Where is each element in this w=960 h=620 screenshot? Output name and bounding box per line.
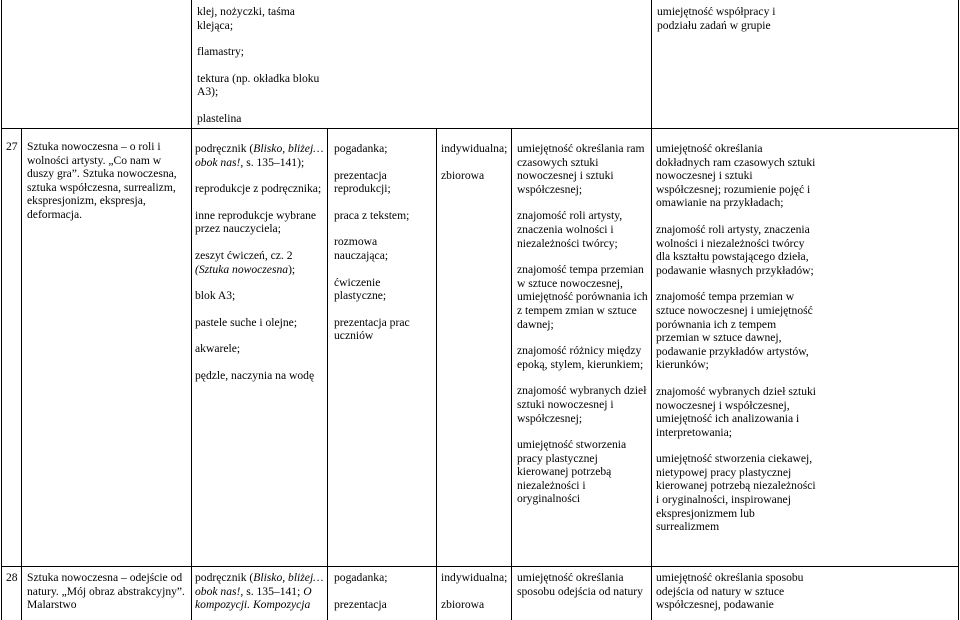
requirement-item: znajomość różnicy między epoką, stylem, kierunkiem; xyxy=(517,344,644,371)
teaching-methods xyxy=(334,571,434,611)
prev-row-materials xyxy=(197,5,325,126)
teaching-methods xyxy=(334,142,434,343)
row-number: 27 xyxy=(6,140,18,153)
requirement-item: znajomość tempa przemian w sztuce nowoczesnej, umiejętność porównania ich z tempem zmian w sztuce dawnej; xyxy=(517,263,648,331)
material-item: pastele suche i olejne; xyxy=(195,315,298,329)
material-item: plastelina xyxy=(197,111,242,125)
table-border xyxy=(327,128,328,620)
lesson-topic: Sztuka nowoczesna – odejście od natury. „Mój obraz abstrakcyjny”. Malarstwo xyxy=(27,571,185,612)
method-item: ćwiczenie plastyczne; xyxy=(334,275,387,303)
material-item: inne reprodukcje wybrane przez nauczyciela; xyxy=(195,208,317,236)
row-number: 28 xyxy=(6,571,18,584)
table-border-right xyxy=(958,0,959,620)
material-item: flamastry; xyxy=(197,45,245,59)
table-border xyxy=(21,128,22,620)
form-item: indywidualna; xyxy=(441,142,508,155)
table-border xyxy=(651,0,652,620)
extended-requirements xyxy=(656,142,816,534)
handbook-reference: podręcznik (Blisko, bliżej… obok nas!, s. 135–141; O kompozycji. Kompozycja xyxy=(195,571,324,612)
lesson-topic: Sztuka nowoczesna – o roli i wolności artysty. „Co nam w duszy gra”. Sztuka nowoczesna, sztuka współczesna, surrealizm, ekspresjonizm, ekspresja, deformacja. xyxy=(27,140,177,221)
form-item: zbiorowa xyxy=(441,168,485,182)
material-item: akwarele; xyxy=(195,342,241,356)
method-item: pogadanka; xyxy=(334,571,388,584)
work-forms xyxy=(441,571,511,611)
form-item: zbiorowa xyxy=(441,597,485,611)
method-item: prezentacja xyxy=(334,597,387,611)
method-item: prezentacja prac uczniów xyxy=(334,315,410,343)
work-forms xyxy=(441,142,511,182)
basic-requirements xyxy=(517,571,650,598)
requirement-item: znajomość wybranych dzieł sztuki nowoczesnej i współczesnej, umiejętność ich analizowania i interpretowania; xyxy=(656,384,817,439)
material-item: blok A3; xyxy=(195,289,236,303)
teaching-materials xyxy=(195,571,325,612)
requirement-item: umiejętność określania sposobu odejścia od natury w sztuce współczesnej, podawanie xyxy=(656,571,804,612)
method-item: pogadanka; xyxy=(334,142,388,155)
requirement-item: znajomość wybranych dzieł sztuki nowoczesnej i współczesnej; xyxy=(517,384,647,425)
requirement-item: umiejętność określania ram czasowych sztuki nowoczesnej i sztuki współczesnej; xyxy=(517,142,645,196)
handbook-reference: podręcznik (Blisko, bliżej…obok nas!, s. 135–141); xyxy=(195,142,324,169)
requirement-item: znajomość roli artysty, znaczenia wolności i niezależności twórcy dla kształtu powstającego dzieła, podawanie własnych przykładów; xyxy=(656,222,814,277)
method-item: prezentacja reprodukcji; xyxy=(334,168,391,196)
table-border xyxy=(436,128,437,620)
method-item: rozmowa nauczająca; xyxy=(334,235,389,262)
basic-requirements xyxy=(517,142,650,506)
table-border xyxy=(191,0,192,620)
table-border xyxy=(1,566,959,567)
material-item: reprodukcje z podręcznika; xyxy=(195,182,322,196)
material-item: klej, nożyczki, taśma klejąca; xyxy=(197,5,295,32)
requirement-item: umiejętność stworzenia pracy plastycznej kierowanej potrzebą niezależności i oryginalności xyxy=(517,438,627,506)
requirement-item: znajomość roli artysty, znaczenia wolności i niezależności twórcy; xyxy=(517,209,623,250)
table-border-left xyxy=(1,0,2,620)
material-item: pędzle, naczynia na wodę xyxy=(195,368,315,382)
workbook-reference: zeszyt ćwiczeń, cz. 2 (Sztuka nowoczesna); xyxy=(195,248,296,276)
table-border xyxy=(1,128,959,129)
extended-requirements xyxy=(656,571,816,612)
teaching-materials xyxy=(195,142,325,383)
requirement-item: umiejętność określania sposobu odejścia od natury xyxy=(517,571,643,598)
requirement-item: umiejętność określania dokładnych ram czasowych sztuki nowoczesnej i sztuki współczesnej; rozumienie pojęć i omawianie na przykładach; xyxy=(656,142,816,210)
form-item: indywidualna; xyxy=(441,571,508,584)
material-item: tektura (np. okładka bloku A3); xyxy=(197,71,320,99)
prev-row-extended-requirement: umiejętność współpracy i podziału zadań w grupie xyxy=(657,5,776,32)
table-border xyxy=(511,128,512,620)
method-item: praca z tekstem; xyxy=(334,208,410,222)
requirement-item: umiejętność stworzenia ciekawej, nietypowej pracy plastycznej kierowanej potrzebą niezależności i oryginalności, inspirowanej ekspresjonizmem lub surrealizmem xyxy=(656,452,816,534)
requirement-item: znajomość tempa przemian w sztuce nowoczesnej i umiejętność porównania ich z tempem przemian w sztuce dawnej, podawanie przykładów artystów, kierunków; xyxy=(656,290,813,372)
